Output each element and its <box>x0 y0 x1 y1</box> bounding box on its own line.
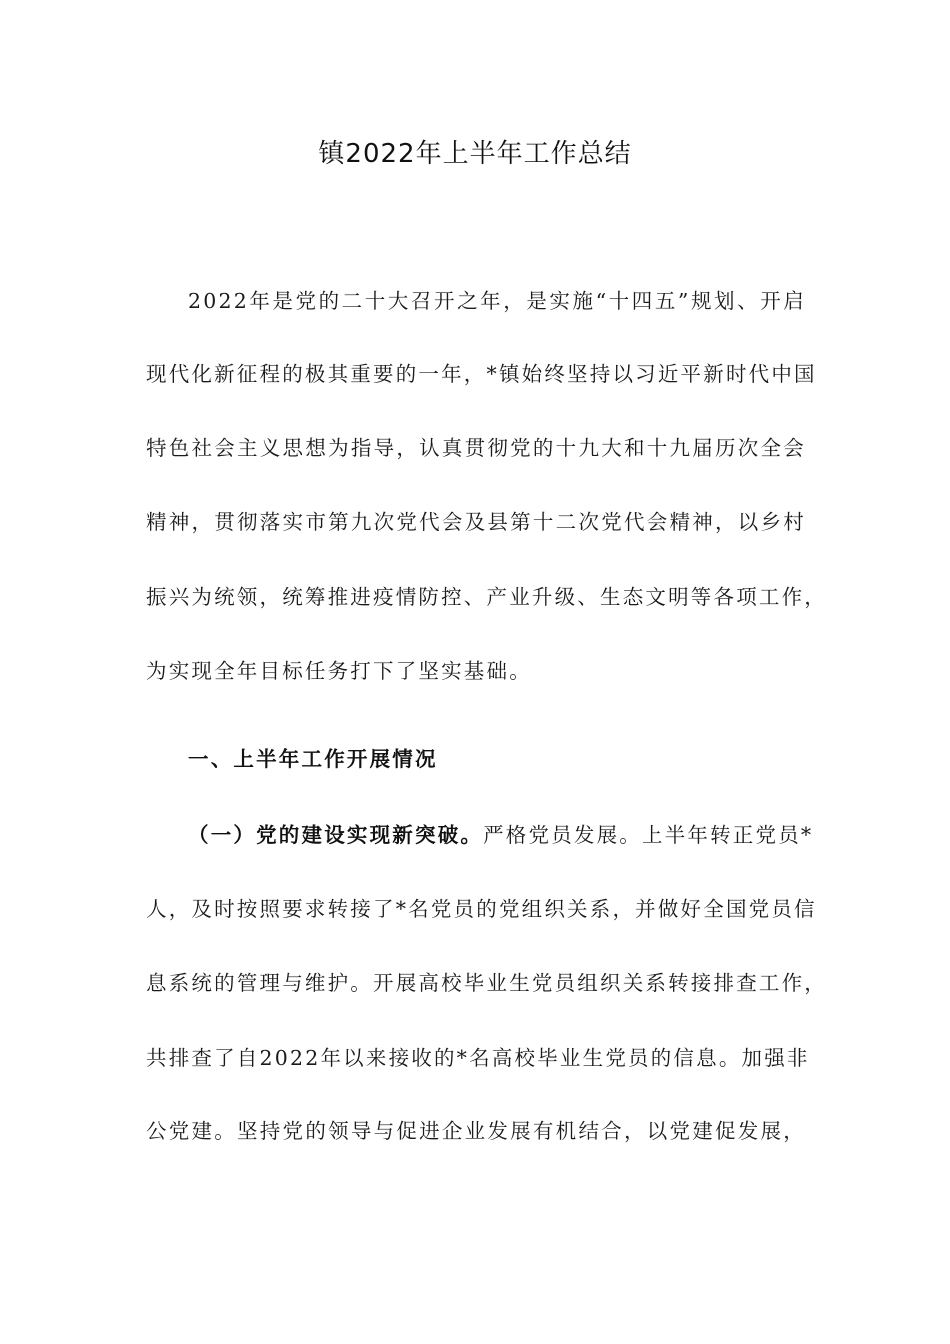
section-heading: 一、上半年工作开展情况 <box>188 747 438 771</box>
subsection-paragraph-line: 共排查了自2022年以来接收的*名高校毕业生党员的信息。加强非 <box>146 1046 810 1070</box>
subsection-paragraph-line: 人，及时按照要求转接了*名党员的党组织关系，并做好全国党员信 <box>146 897 817 921</box>
intro-paragraph-line: 振兴为统领，统筹推进疫情防控、产业升级、生态文明等各项工作， <box>146 585 827 609</box>
intro-paragraph-line: 2022年是党的二十大召开之年，是实施“十四五”规划、开启 <box>188 289 806 313</box>
subsection-paragraph-line: 公党建。坚持党的领导与促进企业发展有机结合，以党建促发展， <box>146 1119 806 1143</box>
intro-paragraph-line: 现代化新征程的极其重要的一年，*镇始终坚持以习近平新时代中国 <box>146 362 817 386</box>
subsection-first-line-text: 严格党员发展。上半年转正党员* <box>483 823 814 847</box>
document-title: 镇2022年上半年工作总结 <box>318 139 632 169</box>
subsection-paragraph-line <box>188 815 814 855</box>
subsection-paragraph-line: 息系统的管理与维护。开展高校毕业生党员组织关系转接排查工作， <box>146 971 827 995</box>
intro-paragraph-line: 特色社会主义思想为指导，认真贯彻党的十九大和十九届历次全会 <box>146 436 806 460</box>
subsection-bold-lead: （一）党的建设实现新突破。 <box>188 823 484 847</box>
intro-paragraph-line: 为实现全年目标任务打下了坚实基础。 <box>146 659 532 683</box>
intro-paragraph-line: 精神，贯彻落实市第九次党代会及县第十二次党代会精神，以乡村 <box>146 510 806 534</box>
